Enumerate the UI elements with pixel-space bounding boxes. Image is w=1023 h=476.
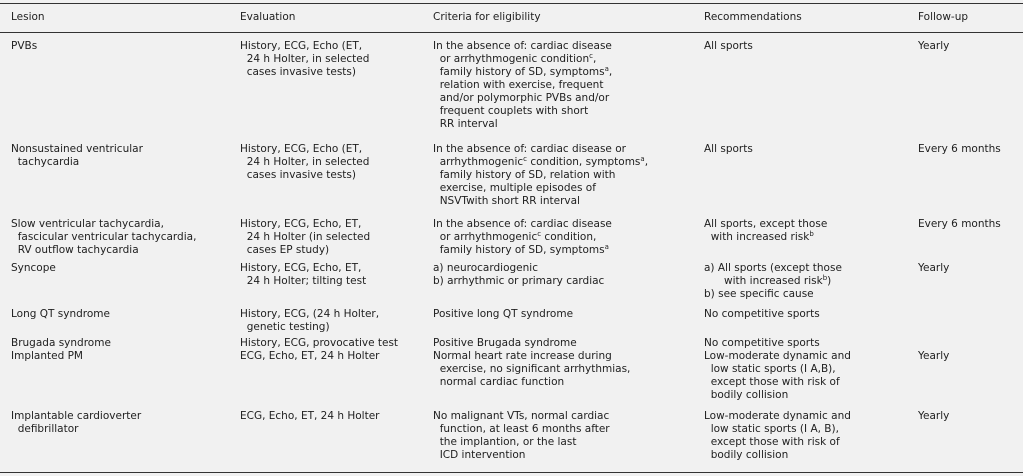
cell-line: History, ECG, Echo (ET, xyxy=(240,143,363,155)
cell-lesion xyxy=(11,218,196,257)
cell-line: History, ECG, provocative test xyxy=(240,337,399,349)
cell-criteria xyxy=(433,218,612,257)
cell-line: family history of SD, symptoms$^a$, xyxy=(439,65,613,78)
cell-criteria xyxy=(433,262,604,288)
footnote-marker: a xyxy=(640,155,645,163)
footnote-marker: b xyxy=(822,274,828,282)
cell-line: the implantion, or the last xyxy=(439,436,577,448)
cell-line: low static sports (I A,B), xyxy=(710,363,836,375)
header-criteria: Criteria for eligibility xyxy=(433,11,541,23)
cell-line: 24 h Holter, in selected xyxy=(246,156,370,168)
cell-line: History, ECG, Echo, ET, xyxy=(240,218,362,230)
header-recommendations: Recommendations xyxy=(704,11,802,23)
cell-line: No malignant VTs, normal cardiac xyxy=(433,410,610,422)
cell-evaluation xyxy=(240,350,379,363)
cell-line: defibrillator xyxy=(17,423,79,435)
cell-line: bodily collision xyxy=(710,449,789,461)
cell-recommendations xyxy=(704,262,842,301)
cell-line: No competitive sports xyxy=(704,337,820,349)
cell-recommendations xyxy=(704,337,820,350)
cell-line: Implanted PM xyxy=(11,350,83,362)
cell-line: cases invasive tests) xyxy=(246,66,356,78)
cell-line: Syncope xyxy=(11,262,56,274)
cell-line: except those with risk of xyxy=(710,376,840,388)
footnote-marker: b xyxy=(809,230,814,238)
cell-line: arrhythmogenic$^c$ condition, symptoms$^a$, xyxy=(439,155,649,168)
cell-line: tachycardia xyxy=(17,156,80,168)
cell-line: relation with exercise, frequent xyxy=(439,79,604,91)
cell-line: normal cardiac function xyxy=(439,376,565,388)
cell-line: family history of SD, relation with xyxy=(439,169,616,181)
header-lesion: Lesion xyxy=(11,11,45,23)
cell-line: In the absence of: cardiac disease xyxy=(433,218,612,230)
cell-recommendations xyxy=(704,40,753,53)
cell-lesion xyxy=(11,308,110,321)
cell-line: Yearly xyxy=(918,40,950,52)
cell-line: a) neurocardiogenic xyxy=(433,262,538,274)
cell-line: ICD intervention xyxy=(439,449,526,461)
cell-evaluation xyxy=(240,308,379,334)
cell-followup xyxy=(918,410,949,423)
cell-line: Positive long QT syndrome xyxy=(433,308,574,320)
cell-line: History, ECG, Echo, ET, xyxy=(240,262,362,274)
footnote-marker: c xyxy=(523,155,528,163)
cell-evaluation xyxy=(240,262,366,288)
cell-line: Low-moderate dynamic and xyxy=(704,410,851,422)
cell-line: or arrhythmogenic$^c$ condition, xyxy=(439,230,597,243)
cell-line: RR interval xyxy=(439,118,498,130)
cell-line: Slow ventricular tachycardia, xyxy=(11,218,164,230)
bottom-rule xyxy=(0,472,1023,473)
cell-followup xyxy=(918,40,949,53)
cell-criteria xyxy=(433,143,648,208)
cell-followup xyxy=(918,350,949,363)
footnote-marker: c xyxy=(537,230,542,238)
cell-recommendations xyxy=(704,350,851,402)
cell-line: family history of SD, symptoms$^a$ xyxy=(439,243,609,256)
cell-line: Implantable cardioverter xyxy=(11,410,142,422)
cell-followup xyxy=(918,218,1001,231)
cell-line: Long QT syndrome xyxy=(11,308,110,320)
header-evaluation: Evaluation xyxy=(240,11,296,23)
cell-criteria xyxy=(433,410,610,462)
cell-line: cases EP study) xyxy=(246,244,330,256)
cell-followup xyxy=(918,262,949,275)
cell-line: bodily collision xyxy=(710,389,789,401)
cell-criteria xyxy=(433,350,630,389)
cell-lesion xyxy=(11,350,83,363)
top-rule xyxy=(0,3,1023,4)
cell-line: Nonsustained ventricular xyxy=(11,143,143,155)
cell-lesion xyxy=(11,337,111,350)
cell-line: Low-moderate dynamic and xyxy=(704,350,851,362)
cell-line: cases invasive tests) xyxy=(246,169,356,181)
cell-line: b) see specific cause xyxy=(704,288,814,300)
cell-followup xyxy=(918,143,1001,156)
footnote-marker: c xyxy=(589,52,593,60)
cell-line: No competitive sports xyxy=(704,308,820,320)
cell-line: RV outflow tachycardia xyxy=(17,244,139,256)
cell-lesion xyxy=(11,410,141,436)
cell-line: frequent couplets with short xyxy=(439,105,589,117)
cell-line: Yearly xyxy=(918,410,950,422)
cell-line: and/or polymorphic PVBs and/or xyxy=(439,92,610,104)
cell-line: In the absence of: cardiac disease or xyxy=(433,143,626,155)
cell-line: Brugada syndrome xyxy=(11,337,111,349)
cell-line: NSVTwith short RR interval xyxy=(439,195,580,207)
cell-criteria xyxy=(433,308,573,321)
cell-line: except those with risk of xyxy=(710,436,840,448)
cell-line: function, at least 6 months after xyxy=(439,423,610,435)
cell-line: or arrhythmogenic condition$^c$, xyxy=(439,52,597,65)
cell-lesion xyxy=(11,143,143,169)
cell-line: b) arrhythmic or primary cardiac xyxy=(433,275,605,287)
cell-line: Every 6 months xyxy=(918,218,1001,230)
cell-line: genetic testing) xyxy=(246,321,330,333)
cell-criteria xyxy=(433,40,612,131)
header-followup: Follow-up xyxy=(918,11,969,23)
cell-evaluation xyxy=(240,143,369,182)
cell-line: fascicular ventricular tachycardia, xyxy=(17,231,197,243)
cell-evaluation xyxy=(240,410,379,423)
header-rule xyxy=(0,32,1023,33)
cell-line: 24 h Holter, in selected xyxy=(246,53,370,65)
cell-line: All sports xyxy=(704,40,753,52)
cell-line: PVBs xyxy=(11,40,38,52)
cell-evaluation xyxy=(240,337,398,350)
cell-line: with increased risk$^b$) xyxy=(724,274,832,287)
cell-line: 24 h Holter; tilting test xyxy=(246,275,367,287)
cell-line: ECG, Echo, ET, 24 h Holter xyxy=(240,350,380,362)
cell-line: Positive Brugada syndrome xyxy=(433,337,577,349)
cell-recommendations xyxy=(704,143,753,156)
cell-line: History, ECG, (24 h Holter, xyxy=(240,308,380,320)
cell-line: All sports xyxy=(704,143,753,155)
cell-line: Normal heart rate increase during xyxy=(433,350,612,362)
cell-line: Yearly xyxy=(918,350,950,362)
cell-line: exercise, no significant arrhythmias, xyxy=(439,363,631,375)
cell-line: low static sports (I A, B), xyxy=(710,423,839,435)
cell-line: In the absence of: cardiac disease xyxy=(433,40,612,52)
footnote-marker: a xyxy=(604,65,609,73)
cell-line: History, ECG, Echo (ET, xyxy=(240,40,363,52)
cell-line: 24 h Holter (in selected xyxy=(246,231,371,243)
cell-evaluation xyxy=(240,218,370,257)
cell-recommendations xyxy=(704,410,851,462)
cell-recommendations xyxy=(704,308,820,321)
cell-evaluation xyxy=(240,40,369,79)
cell-line: ECG, Echo, ET, 24 h Holter xyxy=(240,410,380,422)
cell-line: All sports, except those xyxy=(704,218,828,230)
cell-line: with increased risk$^b$ xyxy=(710,230,814,243)
cell-line: Every 6 months xyxy=(918,143,1001,155)
cell-line: exercise, multiple episodes of xyxy=(439,182,596,194)
cell-lesion xyxy=(11,40,37,53)
footnote-marker: a xyxy=(604,243,609,251)
cell-lesion xyxy=(11,262,56,275)
cell-line: a) All sports (except those xyxy=(704,262,842,274)
cell-line: Yearly xyxy=(918,262,950,274)
cell-recommendations xyxy=(704,218,827,244)
cell-criteria xyxy=(433,337,577,350)
